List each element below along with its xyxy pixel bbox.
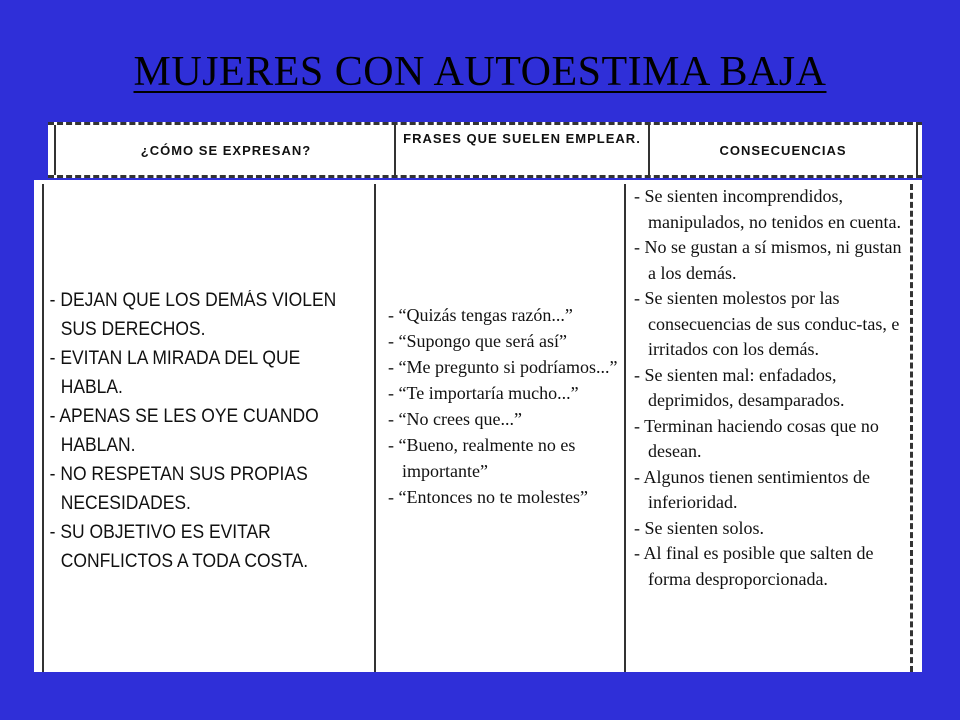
- list-item: - Se sienten incomprendidos, manipulados, no tenidos en cuenta.: [634, 186, 901, 232]
- list-item: - APENAS SE LES OYE CUANDO HABLAN.: [49, 406, 319, 456]
- list-item: - NO RESPETAN SUS PROPIAS NECESIDADES.: [49, 464, 308, 514]
- table-body: [34, 180, 922, 672]
- list-item: - Al final es posible que salten de forma desproporcionada.: [634, 543, 874, 589]
- list-item: - Se sienten molestos por las consecuencias de sus conduc-tas, e irritados con los demás.: [634, 288, 900, 359]
- column-divider: [910, 184, 913, 672]
- list-item: - “Bueno, realmente no es importante”: [388, 435, 576, 481]
- header-frases: FRASES QUE SUELEN EMPLEAR.: [394, 125, 650, 175]
- table-header: [48, 122, 922, 178]
- list-item: - Algunos tienen sentimientos de inferioridad.: [634, 466, 870, 512]
- list-item: - Terminan haciendo cosas que no desean.: [634, 415, 879, 461]
- list-item: - Se sienten solos.: [634, 517, 764, 538]
- slide-title: MUJERES CON AUTOESTIMA BAJA: [133, 49, 827, 95]
- list-item: - “Supongo que será así”: [388, 331, 567, 351]
- column-consecuencias: [630, 184, 910, 592]
- list-item: - “No crees que...”: [388, 409, 522, 429]
- list-item: - “Quizás tengas razón...”: [388, 305, 573, 325]
- list-item: - SU OBJETIVO ES EVITAR CONFLICTOS A TODA COSTA.: [49, 522, 309, 572]
- column-expresan: [46, 286, 350, 576]
- header-consecuencias: CONSECUENCIAS: [650, 125, 918, 175]
- list-item: - DEJAN QUE LOS DEMÁS VIOLEN SUS DERECHOS.: [49, 290, 337, 340]
- column-frases: [384, 302, 632, 510]
- list-item: - Se sienten mal: enfadados, deprimidos, desamparados.: [634, 364, 845, 410]
- header-como-se-expresan: ¿CÓMO SE EXPRESAN?: [54, 125, 396, 175]
- list-item: - “Me pregunto si podríamos...”: [388, 357, 618, 377]
- column-divider: [374, 184, 376, 672]
- list-item: - EVITAN LA MIRADA DEL QUE HABLA.: [49, 348, 301, 398]
- list-item: - “Te importaría mucho...”: [388, 383, 579, 403]
- list-item: - No se gustan a sí mismos, ni gustan a los demás.: [634, 237, 902, 283]
- column-divider: [42, 184, 44, 672]
- list-item: - “Entonces no te molestes”: [388, 487, 588, 507]
